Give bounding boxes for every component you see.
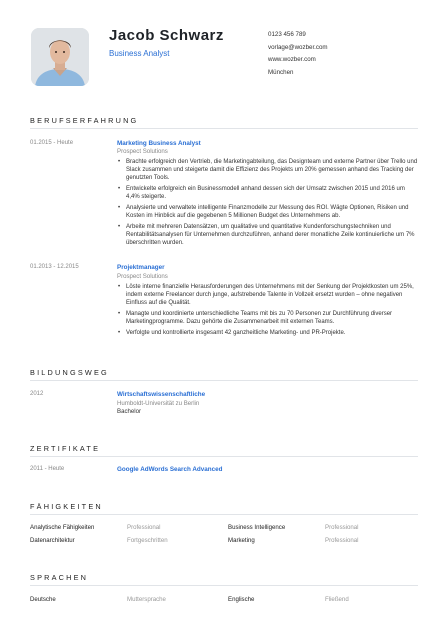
skill-level: Professional bbox=[325, 537, 359, 544]
certificate-name: Google AdWords Search Advanced bbox=[117, 466, 223, 473]
divider bbox=[30, 456, 418, 457]
divider bbox=[30, 585, 418, 586]
list-item: • Arbeite mit mehreren Datensätzen, um qualitative und quantitative Kundenforschungstechniken und Rentabilitätsanalysen für Unternehmen durchzuführen, anhand derer monatliche Zeile kontinuierliche um 7% überschritten wurden. bbox=[117, 223, 418, 248]
skill-name: Marketing bbox=[228, 537, 255, 544]
contact-city: München bbox=[268, 68, 294, 76]
section-title-education: BILDUNGSWEG bbox=[30, 368, 109, 377]
education-field: Wirtschaftswissenschaftliche bbox=[117, 391, 206, 398]
list-item: • Löste interne finanzielle Herausforderungen des Unternehmens mit der Senkung der Projektkosten um 25%, indem externe Freelancer durch junge, aufstrebende Talente in Vollzeit ersetzt wurden – ohne negativen Einfluss auf die Qualität. bbox=[117, 283, 418, 308]
skill-name: Datenarchitektur bbox=[30, 537, 75, 544]
education-date: 2012 bbox=[30, 391, 44, 397]
experience-date: 01.2013 - 12.2015 bbox=[30, 264, 79, 270]
candidate-role: Business Analyst bbox=[109, 49, 170, 58]
experience-bullet-list bbox=[117, 158, 418, 250]
contact-phone: 0123 456 789 bbox=[268, 31, 306, 38]
list-item: • Entwickelte erfolgreich ein Businessmodell anhand dessen sich der Umsatz zwischen 2015 und 2016 um 4,4% steigerte. bbox=[117, 185, 418, 201]
skill-level: Professional bbox=[127, 524, 161, 531]
skill-name: Business Intelligence bbox=[228, 524, 286, 531]
language-level: Fließend bbox=[325, 596, 349, 603]
profile-photo bbox=[31, 28, 89, 86]
experience-company: Prospect Solutions bbox=[117, 148, 168, 155]
education-school: Humboldt-Universität zu Berlin bbox=[117, 400, 200, 407]
skill-level: Professional bbox=[325, 524, 359, 531]
list-item: • Managte und koordinierte unterschiedliche Teams mit bis zu 70 Personen zur Durchführung diverser Marketingprogramme. Dazu gehörte die Zusammenarbeit mit externen Teams. bbox=[117, 310, 418, 326]
contact-email: vorlage@wozber.com bbox=[268, 43, 328, 51]
list-item: • Analysierte und verwaltete intelligente Finanzmodelle zur Messung des ROI. Wägte Optionen, Risiken und Kosten im Hinblick auf die gegebenen 5 Millionen Budget des Unternehmens ab. bbox=[117, 204, 418, 220]
candidate-name: Jacob Schwarz bbox=[109, 27, 224, 44]
section-title-certificates: ZERTIFIKATE bbox=[30, 444, 101, 453]
skill-level: Fortgeschritten bbox=[127, 537, 168, 544]
contact-website: www.wozber.com bbox=[268, 56, 316, 63]
skill-name: Analytische Fähigkeiten bbox=[30, 524, 95, 531]
experience-company: Prospect Solutions bbox=[117, 273, 168, 280]
divider bbox=[30, 514, 418, 515]
contact-block bbox=[268, 29, 328, 79]
language-name: Deutsche bbox=[30, 596, 56, 603]
list-item: • Verfolgte und kontrollierte insgesamt 42 ganzheitliche Marketing- und PR-Projekte. bbox=[117, 329, 418, 337]
list-item: • Brachte erfolgreich den Vertrieb, die Marketingabteilung, das Designteam und externe Partner über Trello und Slack zusammen und steigerte damit die Effizienz des Projekts um 20% gemessen anhand des Tracking der genutzten Tools. bbox=[117, 158, 418, 183]
language-name: Englische bbox=[228, 596, 255, 603]
portrait-photo-icon bbox=[31, 28, 89, 86]
divider bbox=[30, 380, 418, 381]
section-title-skills: FÄHIGKEITEN bbox=[30, 502, 103, 511]
section-title-experience: BERUFSERFAHRUNG bbox=[30, 116, 139, 125]
experience-position: Marketing Business Analyst bbox=[117, 140, 201, 147]
certificate-date: 2011 - Heute bbox=[30, 466, 65, 472]
experience-position: Projektmanager bbox=[117, 264, 165, 271]
experience-date: 01.2015 - Heute bbox=[30, 140, 74, 146]
divider bbox=[30, 128, 418, 129]
education-degree: Bachelor bbox=[117, 408, 142, 415]
experience-bullet-list bbox=[117, 283, 418, 339]
section-title-languages: SPRACHEN bbox=[30, 573, 89, 582]
language-level: Muttersprache bbox=[127, 596, 166, 603]
